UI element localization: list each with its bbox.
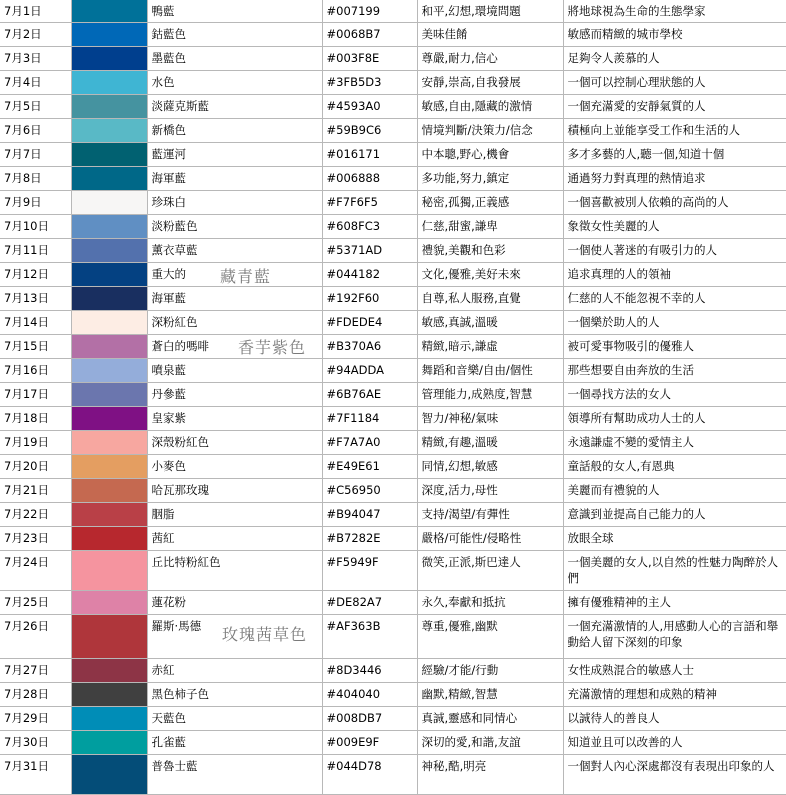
- table-row: [0, 454, 786, 478]
- hex-code-cell: #007199: [322, 0, 417, 22]
- color-swatch: [71, 658, 147, 682]
- color-swatch: [71, 22, 147, 46]
- hex-code-cell: #3FB5D3: [322, 70, 417, 94]
- hex-code-cell: #003F8E: [322, 46, 417, 70]
- table-row: [0, 22, 786, 46]
- date-cell: 7月25日: [0, 590, 71, 614]
- color-name-cell: 天藍色: [147, 706, 322, 730]
- meaning-cell: 以誠待人的善良人: [563, 706, 786, 730]
- meaning-cell: 美麗而有禮貌的人: [563, 478, 786, 502]
- date-cell: 7月21日: [0, 478, 71, 502]
- date-cell: 7月13日: [0, 286, 71, 310]
- color-swatch: [71, 310, 147, 334]
- hex-code-cell: #E49E61: [322, 454, 417, 478]
- table-row: [0, 682, 786, 706]
- traits-cell: 真誠,靈感和同情心: [417, 706, 563, 730]
- color-name-cell: 蓮花粉: [147, 590, 322, 614]
- date-cell: 7月2日: [0, 22, 71, 46]
- color-name-cell: 胭脂: [147, 502, 322, 526]
- meaning-cell: 將地球視為生命的生態學家: [563, 0, 786, 22]
- color-name-cell: 丹參藍: [147, 382, 322, 406]
- date-cell: 7月24日: [0, 550, 71, 590]
- traits-cell: 秘密,孤獨,正義感: [417, 190, 563, 214]
- table-row: [0, 614, 786, 658]
- color-name-cell: 普魯士藍: [147, 754, 322, 794]
- date-cell: 7月22日: [0, 502, 71, 526]
- meaning-cell: 一個尋找方法的女人: [563, 382, 786, 406]
- date-cell: 7月26日: [0, 614, 71, 658]
- meaning-cell: 童話般的女人,有恩典: [563, 454, 786, 478]
- traits-cell: 禮貌,美觀和色彩: [417, 238, 563, 262]
- meaning-cell: 多才多藝的人,聽一個,知道十個: [563, 142, 786, 166]
- hex-code-cell: #59B9C6: [322, 118, 417, 142]
- date-cell: 7月27日: [0, 658, 71, 682]
- table-row: [0, 334, 786, 358]
- date-cell: 7月15日: [0, 334, 71, 358]
- color-name-cell: 蒼白的嗎啡: [147, 334, 322, 358]
- hex-code-cell: #5371AD: [322, 238, 417, 262]
- color-swatch: [71, 118, 147, 142]
- hex-code-cell: #F7F6F5: [322, 190, 417, 214]
- color-name-cell: 小麥色: [147, 454, 322, 478]
- hex-code-cell: #044182: [322, 262, 417, 286]
- color-swatch: [71, 454, 147, 478]
- meaning-cell: 一個充滿愛的安靜氣質的人: [563, 94, 786, 118]
- date-cell: 7月17日: [0, 382, 71, 406]
- color-swatch: [71, 550, 147, 590]
- hex-code-cell: #AF363B: [322, 614, 417, 658]
- color-swatch: [71, 262, 147, 286]
- traits-cell: 文化,優雅,美好未來: [417, 262, 563, 286]
- traits-cell: 敏感,真誠,溫暖: [417, 310, 563, 334]
- table-row: [0, 550, 786, 590]
- date-cell: 7月12日: [0, 262, 71, 286]
- traits-cell: 支持/渴望/有彈性: [417, 502, 563, 526]
- color-name-cell: 重大的: [147, 262, 322, 286]
- color-name-cell: 孔雀藍: [147, 730, 322, 754]
- traits-cell: 尊嚴,耐力,信心: [417, 46, 563, 70]
- meaning-cell: 知道並且可以改善的人: [563, 730, 786, 754]
- table-row: [0, 0, 786, 22]
- table-row: [0, 214, 786, 238]
- color-name-cell: 皇家紫: [147, 406, 322, 430]
- color-name-cell: 丘比特粉紅色: [147, 550, 322, 590]
- hex-code-cell: #404040: [322, 682, 417, 706]
- date-cell: 7月4日: [0, 70, 71, 94]
- traits-cell: 和平,幻想,環境問題: [417, 0, 563, 22]
- table-row: [0, 658, 786, 682]
- color-name-cell: 珍珠白: [147, 190, 322, 214]
- meaning-cell: 放眼全球: [563, 526, 786, 550]
- table-row: [0, 502, 786, 526]
- alias-label-row-12: 藏青藍: [220, 267, 272, 286]
- table-row: [0, 310, 786, 334]
- meaning-cell: 一個充滿激情的人,用感動人心的言語和舉動給人留下深刻的印象: [563, 614, 786, 658]
- meaning-cell: 意識到並提高自己能力的人: [563, 502, 786, 526]
- traits-cell: 舞蹈和音樂/自由/個性: [417, 358, 563, 382]
- table-row: [0, 166, 786, 190]
- table-row: [0, 94, 786, 118]
- meaning-cell: 積極向上並能享受工作和生活的人: [563, 118, 786, 142]
- table-row: [0, 478, 786, 502]
- color-name-cell: 黑色柿子色: [147, 682, 322, 706]
- table-row: [0, 754, 786, 794]
- date-cell: 7月8日: [0, 166, 71, 190]
- traits-cell: 美味佳餚: [417, 22, 563, 46]
- meaning-cell: 象徵女性美麗的人: [563, 214, 786, 238]
- date-cell: 7月3日: [0, 46, 71, 70]
- hex-code-cell: #C56950: [322, 478, 417, 502]
- meaning-cell: 一個樂於助人的人: [563, 310, 786, 334]
- traits-cell: 精緻,有趣,溫暖: [417, 430, 563, 454]
- traits-cell: 尊重,優雅,幽默: [417, 614, 563, 658]
- color-swatch: [71, 94, 147, 118]
- traits-cell: 永久,奉獻和抵抗: [417, 590, 563, 614]
- hex-code-cell: #F7A7A0: [322, 430, 417, 454]
- hex-code-cell: #009E9F: [322, 730, 417, 754]
- meaning-cell: 女性成熟混合的敏感人士: [563, 658, 786, 682]
- color-name-cell: 淡薩克斯藍: [147, 94, 322, 118]
- date-cell: 7月28日: [0, 682, 71, 706]
- color-name-cell: 墨藍色: [147, 46, 322, 70]
- hex-code-cell: #8D3446: [322, 658, 417, 682]
- hex-code-cell: #94ADDA: [322, 358, 417, 382]
- meaning-cell: 充滿激情的理想和成熟的精神: [563, 682, 786, 706]
- color-name-cell: 赤紅: [147, 658, 322, 682]
- table-row: [0, 706, 786, 730]
- color-name-cell: 噴泉藍: [147, 358, 322, 382]
- color-swatch: [71, 382, 147, 406]
- table-row: [0, 286, 786, 310]
- traits-cell: 仁慈,甜蜜,謙卑: [417, 214, 563, 238]
- table-row: [0, 70, 786, 94]
- meaning-cell: 永遠謙虛不變的愛情主人: [563, 430, 786, 454]
- hex-code-cell: #044D78: [322, 754, 417, 794]
- traits-cell: 深度,活力,母性: [417, 478, 563, 502]
- table-row: [0, 590, 786, 614]
- color-swatch: [71, 70, 147, 94]
- meaning-cell: 一個使人著迷的有吸引力的人: [563, 238, 786, 262]
- date-cell: 7月18日: [0, 406, 71, 430]
- table-row: [0, 142, 786, 166]
- date-cell: 7月16日: [0, 358, 71, 382]
- traits-cell: 嚴格/可能性/侵略性: [417, 526, 563, 550]
- traits-cell: 精緻,暗示,謙虛: [417, 334, 563, 358]
- traits-cell: 敏感,自由,隱藏的激情: [417, 94, 563, 118]
- meaning-cell: 一個喜歡被別人依賴的高尚的人: [563, 190, 786, 214]
- color-name-cell: 淡粉藍色: [147, 214, 322, 238]
- color-swatch: [71, 502, 147, 526]
- meaning-cell: 領導所有幫助成功人士的人: [563, 406, 786, 430]
- color-name-cell: 深粉紅色: [147, 310, 322, 334]
- color-swatch: [71, 214, 147, 238]
- color-swatch: [71, 730, 147, 754]
- color-swatch: [71, 754, 147, 794]
- table-row: [0, 190, 786, 214]
- color-swatch: [71, 334, 147, 358]
- table-row: [0, 382, 786, 406]
- color-name-cell: 海軍藍: [147, 166, 322, 190]
- color-name-cell: 哈瓦那玫瑰: [147, 478, 322, 502]
- date-cell: 7月6日: [0, 118, 71, 142]
- meaning-cell: 一個對人內心深處都沒有表現出印象的人: [563, 754, 786, 794]
- hex-code-cell: #0068B7: [322, 22, 417, 46]
- traits-cell: 深切的愛,和諧,友誼: [417, 730, 563, 754]
- table-row: [0, 430, 786, 454]
- traits-cell: 中本聰,野心,機會: [417, 142, 563, 166]
- color-swatch: [71, 166, 147, 190]
- date-cell: 7月23日: [0, 526, 71, 550]
- color-swatch: [71, 286, 147, 310]
- meaning-cell: 足夠令人羨慕的人: [563, 46, 786, 70]
- color-name-cell: 羅斯·馬德: [147, 614, 322, 658]
- meaning-cell: 追求真理的人的領袖: [563, 262, 786, 286]
- traits-cell: 經驗/才能/行動: [417, 658, 563, 682]
- hex-code-cell: #006888: [322, 166, 417, 190]
- color-name-cell: 海軍藍: [147, 286, 322, 310]
- hex-code-cell: #B94047: [322, 502, 417, 526]
- table-row: [0, 730, 786, 754]
- hex-code-cell: #008DB7: [322, 706, 417, 730]
- hex-code-cell: #B370A6: [322, 334, 417, 358]
- color-swatch: [71, 190, 147, 214]
- hex-code-cell: #608FC3: [322, 214, 417, 238]
- color-swatch: [71, 46, 147, 70]
- meaning-cell: 擁有優雅精神的主人: [563, 590, 786, 614]
- traits-cell: 同情,幻想,敏感: [417, 454, 563, 478]
- traits-cell: 管理能力,成熟度,智慧: [417, 382, 563, 406]
- meaning-cell: 一個可以控制心理狀態的人: [563, 70, 786, 94]
- table-row: [0, 358, 786, 382]
- alias-label-row-26: 玫瑰茜草色: [222, 625, 308, 644]
- date-cell: 7月20日: [0, 454, 71, 478]
- hex-code-cell: #DE82A7: [322, 590, 417, 614]
- meaning-cell: 被可愛事物吸引的優雅人: [563, 334, 786, 358]
- color-swatch: [71, 430, 147, 454]
- table-row: [0, 406, 786, 430]
- table-row: [0, 262, 786, 286]
- hex-code-cell: #B7282E: [322, 526, 417, 550]
- table-row: [0, 238, 786, 262]
- table-row: [0, 118, 786, 142]
- hex-code-cell: #6B76AE: [322, 382, 417, 406]
- traits-cell: 多功能,努力,鎮定: [417, 166, 563, 190]
- date-cell: 7月10日: [0, 214, 71, 238]
- traits-cell: 智力/神秘/氣味: [417, 406, 563, 430]
- color-name-cell: 薰衣草藍: [147, 238, 322, 262]
- traits-cell: 神秘,酷,明亮: [417, 754, 563, 794]
- color-swatch: [71, 706, 147, 730]
- date-cell: 7月29日: [0, 706, 71, 730]
- alias-label-row-15: 香芋紫色: [238, 338, 307, 357]
- meaning-cell: 敏感而精緻的城市學校: [563, 22, 786, 46]
- date-cell: 7月5日: [0, 94, 71, 118]
- color-swatch: [71, 590, 147, 614]
- color-name-cell: 水色: [147, 70, 322, 94]
- color-swatch: [71, 682, 147, 706]
- hex-code-cell: #4593A0: [322, 94, 417, 118]
- date-cell: 7月7日: [0, 142, 71, 166]
- color-name-cell: 鈷藍色: [147, 22, 322, 46]
- hex-code-cell: #016171: [322, 142, 417, 166]
- traits-cell: 微笑,正派,斯巴達人: [417, 550, 563, 590]
- color-name-cell: 鴨藍: [147, 0, 322, 22]
- date-cell: 7月1日: [0, 0, 71, 22]
- color-swatch: [71, 142, 147, 166]
- color-name-cell: 藍運河: [147, 142, 322, 166]
- traits-cell: 安靜,崇高,自我發展: [417, 70, 563, 94]
- date-cell: 7月11日: [0, 238, 71, 262]
- meaning-cell: 那些想要自由奔放的生活: [563, 358, 786, 382]
- hex-code-cell: #7F1184: [322, 406, 417, 430]
- hex-code-cell: #FDEDE4: [322, 310, 417, 334]
- traits-cell: 情境判斷/決策力/信念: [417, 118, 563, 142]
- color-swatch: [71, 238, 147, 262]
- meaning-cell: 一個美麗的女人,以自然的性魅力陶醉於人們: [563, 550, 786, 590]
- traits-cell: 自尊,私人服務,直覺: [417, 286, 563, 310]
- color-swatch: [71, 614, 147, 658]
- date-cell: 7月30日: [0, 730, 71, 754]
- color-name-cell: 新橋色: [147, 118, 322, 142]
- table-row: [0, 526, 786, 550]
- color-swatch: [71, 358, 147, 382]
- table-row: [0, 46, 786, 70]
- hex-code-cell: #192F60: [322, 286, 417, 310]
- meaning-cell: 仁慈的人不能忽視不幸的人: [563, 286, 786, 310]
- date-cell: 7月14日: [0, 310, 71, 334]
- color-swatch: [71, 0, 147, 22]
- date-cell: 7月19日: [0, 430, 71, 454]
- color-name-cell: 茜紅: [147, 526, 322, 550]
- traits-cell: 幽默,精緻,智慧: [417, 682, 563, 706]
- color-swatch: [71, 406, 147, 430]
- color-swatch: [71, 526, 147, 550]
- date-cell: 7月31日: [0, 754, 71, 794]
- hex-code-cell: #F5949F: [322, 550, 417, 590]
- color-name-cell: 深殼粉紅色: [147, 430, 322, 454]
- color-swatch: [71, 478, 147, 502]
- date-cell: 7月9日: [0, 190, 71, 214]
- meaning-cell: 通過努力對真理的熱情追求: [563, 166, 786, 190]
